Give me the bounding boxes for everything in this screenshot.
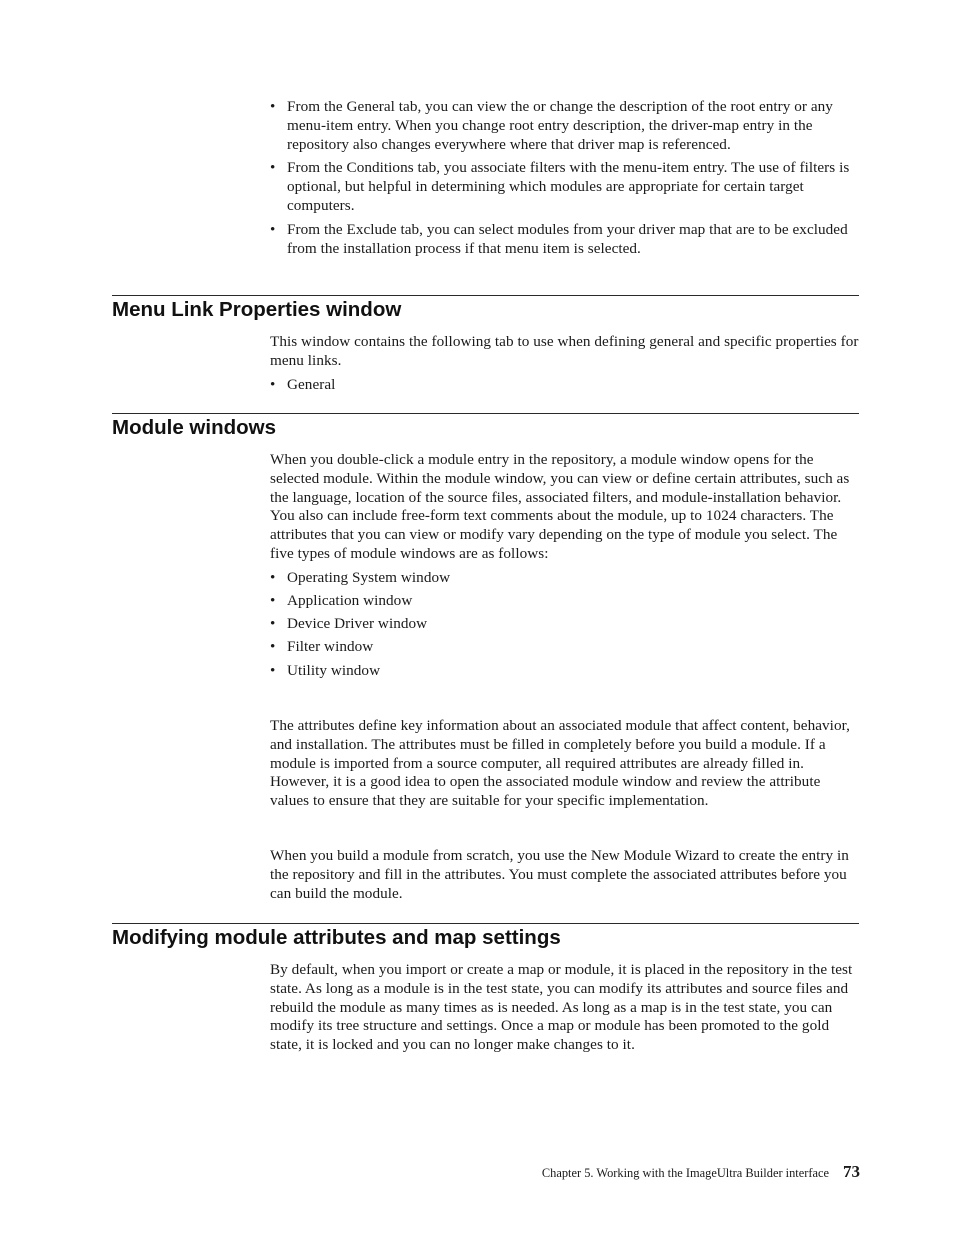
footer-chapter-title: Chapter 5. Working with the ImageUltra Builder interface [541, 1166, 829, 1180]
top-bullet-block [270, 98, 860, 258]
section-divider [112, 923, 859, 924]
list-item-text: Utility window [287, 661, 381, 679]
module-window-types-list [270, 569, 860, 681]
bullet-icon: • [270, 638, 276, 656]
bullet-icon: • [270, 591, 276, 609]
section-heading-menu-link: Menu Link Properties window [112, 298, 402, 321]
bullet-icon: • [270, 568, 276, 586]
paragraph: When you build a module from scratch, you use the New Module Wizard to create the entry in the repository and fill in the attributes. You must complete the associated attributes before you can build the module. [270, 847, 849, 902]
menu-link-section-body [270, 333, 860, 394]
list-item-text: From the Exclude tab, you can select modules from your driver map that are to be excluded from the installation process if that menu item is selected. [287, 220, 848, 257]
section-heading-modifying: Modifying module attributes and map settings [112, 926, 561, 949]
top-bullet-list [270, 98, 860, 258]
section-divider [112, 295, 859, 296]
list-item [270, 376, 860, 395]
paragraph: This window contains the following tab to use when defining general and specific properties for menu links. [270, 333, 859, 369]
list-item [270, 662, 860, 681]
paragraph: The attributes define key information about an associated module that affect content, behavior, and installation. The attributes must be filled in completely before you build a module. If a module is imported from a source computer, all required attributes are already filled in. However, it is a good idea to open the associated module window and review the attribute values to ensure that they are suitable for your specific implementation. [270, 717, 850, 810]
bullet-icon: • [270, 159, 276, 177]
bullet-icon: • [270, 98, 276, 115]
menu-link-bullet-list [270, 376, 860, 395]
paragraph: When you double-click a module entry in the repository, a module window opens for the selected module. Within the module window, you can view or define certain attributes, such as the language, location of the source files, associated filters, and module-installation behavior. You also can include free-form text comments about the module, up to 1024 characters. The attributes that you can view or modify vary depending on the type of module you select. The five types of module windows are as follows: [270, 451, 850, 562]
list-item [270, 159, 860, 215]
modifying-section-body [270, 961, 860, 1055]
page-footer [542, 1161, 860, 1184]
list-item [270, 638, 860, 657]
list-item-text: Device Driver window [287, 615, 428, 633]
list-item-text: From the General tab, you can view the or change the description of the root entry or any menu-item entry. When you change root entry description, the driver-map entry in the repository also changes everywhere where that driver map is referenced. [287, 98, 833, 153]
bullet-icon: • [270, 615, 276, 633]
list-item-text: Operating System window [287, 568, 451, 586]
list-item-text: General [287, 375, 336, 393]
paragraph: By default, when you import or create a map or module, it is placed in the repository in the test state. As long as a module is in the test state, you can modify its attributes and source files and rebuild the module as many times as is needed. As long as a map is in the test state, you can modify its tree structure and settings. Once a map or module has been promoted to the gold state, it is locked and you can no longer make changes to it. [270, 961, 853, 1054]
list-item-text: Filter window [287, 638, 374, 656]
list-item [270, 592, 860, 611]
module-windows-paragraph-2 [270, 717, 860, 811]
bullet-icon: • [270, 220, 276, 238]
module-windows-paragraph-3 [270, 847, 860, 903]
section-divider [112, 413, 859, 414]
list-item [270, 615, 860, 634]
list-item [270, 569, 860, 588]
section-heading-module-windows: Module windows [112, 416, 276, 439]
list-item-text: Application window [287, 591, 413, 609]
bullet-icon: • [270, 661, 276, 679]
bullet-icon: • [270, 375, 276, 393]
list-item-text: From the Conditions tab, you associate filters with the menu-item entry. The use of filters is optional, but helpful in determining which modules are appropriate for certain target computers. [287, 159, 850, 214]
list-item [270, 221, 860, 259]
list-item [270, 98, 860, 154]
page-number: 73 [843, 1162, 860, 1181]
module-windows-section-body [270, 451, 860, 680]
